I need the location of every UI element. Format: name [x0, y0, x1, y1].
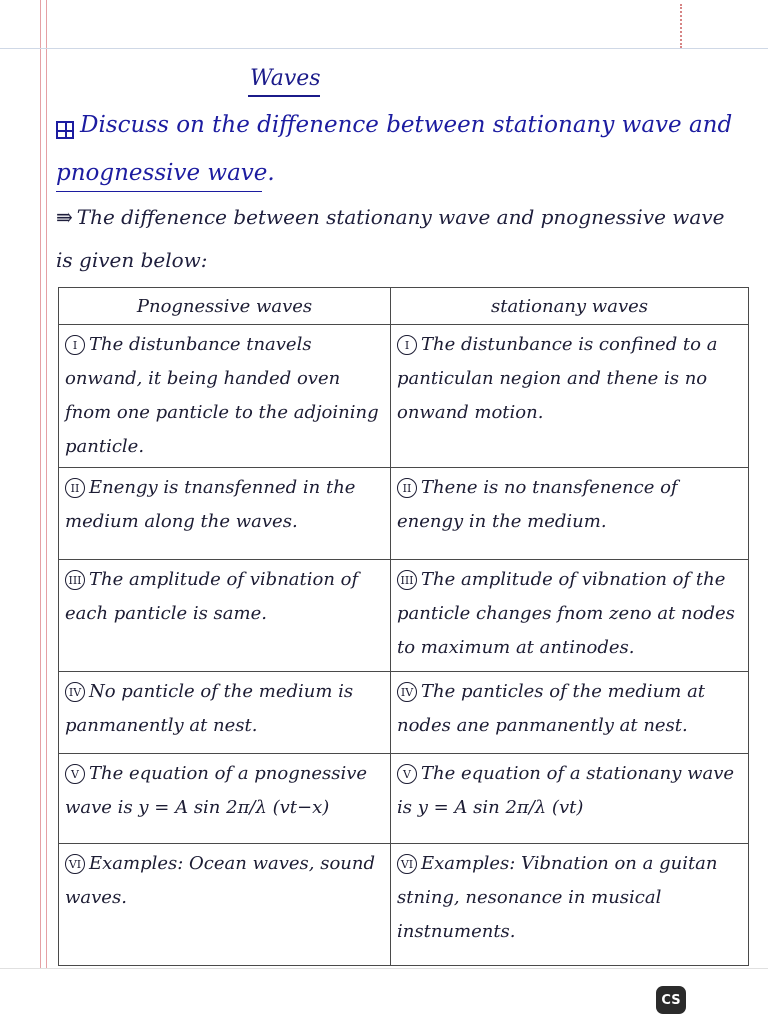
- point-number: IV: [65, 682, 85, 702]
- ruled-line: [0, 48, 768, 49]
- point-number: VI: [397, 854, 417, 874]
- question-line-2: pnognessive wave.: [56, 160, 275, 186]
- cell-text: Enengy is tnansfenned in the medium along the waves.: [65, 477, 356, 532]
- header-stationary: stationany waves: [391, 288, 749, 325]
- camscanner-logo: CS: [656, 986, 686, 1014]
- table-cell-stationary: [391, 325, 749, 468]
- point-number: I: [65, 335, 85, 355]
- cell-text: Examples: Vibnation on a guitan stning, nesonance in musical instnuments.: [397, 853, 718, 942]
- table-header-row: [59, 288, 749, 325]
- cell-text: The equation of a stationany wave is y = A sin 2π/λ (vt): [397, 763, 735, 818]
- table-cell-stationary: [391, 844, 749, 966]
- title-underline: [248, 95, 320, 97]
- table-row: [59, 468, 749, 560]
- table-row: [59, 325, 749, 468]
- table-row: [59, 844, 749, 966]
- cell-text: The distunbance tnavels onwand, it being handed oven fnom one panticle to the adjoining panticle.: [65, 334, 379, 457]
- question-box-icon: [56, 121, 74, 139]
- point-number: III: [65, 570, 85, 590]
- question-line-1: Discuss on the diffenence between stationany wave and: [80, 112, 733, 138]
- cell-text: The distunbance is confined to a panticulan negion and thene is no onwand motion.: [397, 334, 718, 423]
- difference-table: [58, 287, 749, 966]
- table-cell-stationary: [391, 672, 749, 754]
- table-row: [59, 754, 749, 844]
- answer-text-1: The diffenence between stationany wave and pnognessive wave: [76, 205, 725, 229]
- page-bottom-edge: [0, 968, 768, 969]
- point-number: III: [397, 570, 417, 590]
- header-progressive: Pnognessive waves: [59, 288, 391, 325]
- ink-marks: [680, 4, 688, 48]
- table-cell-progressive: [59, 672, 391, 754]
- point-number: V: [65, 764, 85, 784]
- cell-text: The amplitude of vibnation of each panticle is same.: [65, 569, 359, 624]
- cell-text: The equation of a pnognessive wave is y = A sin 2π/λ (vt−x): [65, 763, 368, 818]
- table-cell-progressive: [59, 844, 391, 966]
- table-cell-progressive: [59, 325, 391, 468]
- point-number: V: [397, 764, 417, 784]
- point-number: VI: [65, 854, 85, 874]
- page-title: Waves: [250, 66, 321, 91]
- answer-line-1: [56, 205, 724, 229]
- table-cell-stationary: [391, 560, 749, 672]
- cell-text: No panticle of the medium is panmanently at nest.: [65, 681, 354, 736]
- point-number: II: [65, 478, 85, 498]
- cell-text: The amplitude of vibnation of the panticle changes fnom zeno at nodes to maximum at antinodes.: [397, 569, 735, 658]
- table-row: [59, 672, 749, 754]
- cell-text: Thene is no tnansfenence of enengy in the medium.: [397, 477, 678, 532]
- table-cell-progressive: [59, 754, 391, 844]
- margin-line: [46, 0, 47, 968]
- cell-text: Examples: Ocean waves, sound waves.: [65, 853, 376, 908]
- margin-line: [40, 0, 41, 968]
- table-cell-stationary: [391, 754, 749, 844]
- point-number: I: [397, 335, 417, 355]
- point-number: II: [397, 478, 417, 498]
- question-underline: [56, 191, 262, 192]
- table-cell-stationary: [391, 468, 749, 560]
- cell-text: The panticles of the medium at nodes ane panmanently at nest.: [397, 681, 706, 736]
- point-number: IV: [397, 682, 417, 702]
- table-cell-progressive: [59, 468, 391, 560]
- table-cell-progressive: [59, 560, 391, 672]
- answer-line-2: is given below:: [56, 248, 208, 272]
- table-row: [59, 560, 749, 672]
- arrow-icon: ⇛: [56, 205, 73, 229]
